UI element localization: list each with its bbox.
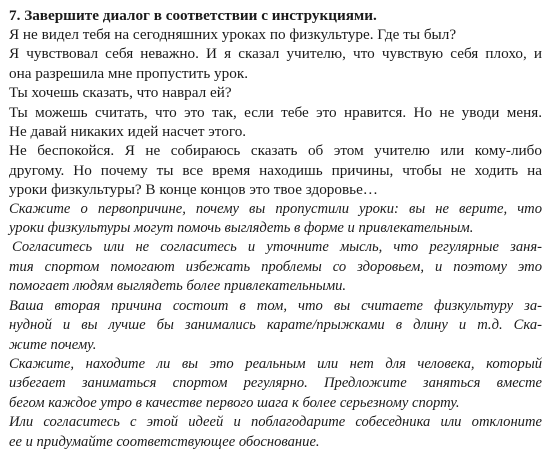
- instruction-line: уроки физкультуры могут помочь выглядеть в форме и привлекательным.: [9, 220, 474, 237]
- dialog-line: Я не видел тебя на сегодняшних уроках по физкультуре. Где ты был?: [9, 26, 457, 43]
- instruction-line: помогает людям выглядеть более привлекательными.: [9, 278, 347, 295]
- instruction-line: Согласитесь или не согласитесь и уточните мысль, что регулярные заня-: [12, 239, 542, 256]
- instruction-line: избегает заниматься спортом регулярно. Предложите заняться вместе: [9, 375, 542, 392]
- instruction-line: Скажите, находите ли вы это реальным или нет для человека, который: [9, 355, 542, 372]
- dialog-line: другому. Но почему ты все время находишь причины, чтобы не ходить на: [9, 161, 542, 179]
- instruction-line: жите почему.: [9, 336, 97, 353]
- instruction-line: бегом каждое утро в качестве первого шага к более серьезному спорту.: [9, 394, 460, 411]
- dialog-line: Не беспокойся. Я не собираюсь сказать об этом учителю или кому-либо: [9, 142, 542, 160]
- instruction-line: Скажите о первопричине, почему вы пропустили уроки: вы не верите, что: [9, 200, 542, 217]
- dialog-line: Ты хочешь сказать, что наврал ей?: [9, 84, 232, 102]
- instruction-line: ее и придумайте соответствующее обоснование.: [9, 433, 320, 450]
- instruction-line: Ваша вторая причина состоит в том, что вы считаете физкультуру за-: [9, 297, 542, 314]
- dialog-line: Не давай никаких идей насчет этого.: [9, 123, 247, 141]
- instruction-line: нудной и вы лучше бы занимались карате/прыжками в длину и т.д. Ска-: [9, 317, 542, 334]
- dialog-line: она разрешила мне пропустить урок.: [9, 64, 249, 82]
- exercise-heading: 7. Завершите диалог в соответствии с инструкциями.: [9, 7, 377, 24]
- instruction-line: тия спортом помогают избежать проблемы со здоровьем, и поэтому это: [9, 258, 542, 275]
- dialog-line: Я чувствовал себя неважно. И я сказал учителю, что чувствую себя плохо, и: [9, 45, 542, 63]
- dialog-line: уроки физкультуры? В конце концов это твое здоровье…: [9, 181, 378, 199]
- dialog-line: Ты можешь считать, что это так, если тебе это нравится. Но не уводи меня.: [9, 103, 542, 121]
- instruction-line: Или согласитесь с этой идеей и поблагодарите собеседника или отклоните: [9, 414, 542, 431]
